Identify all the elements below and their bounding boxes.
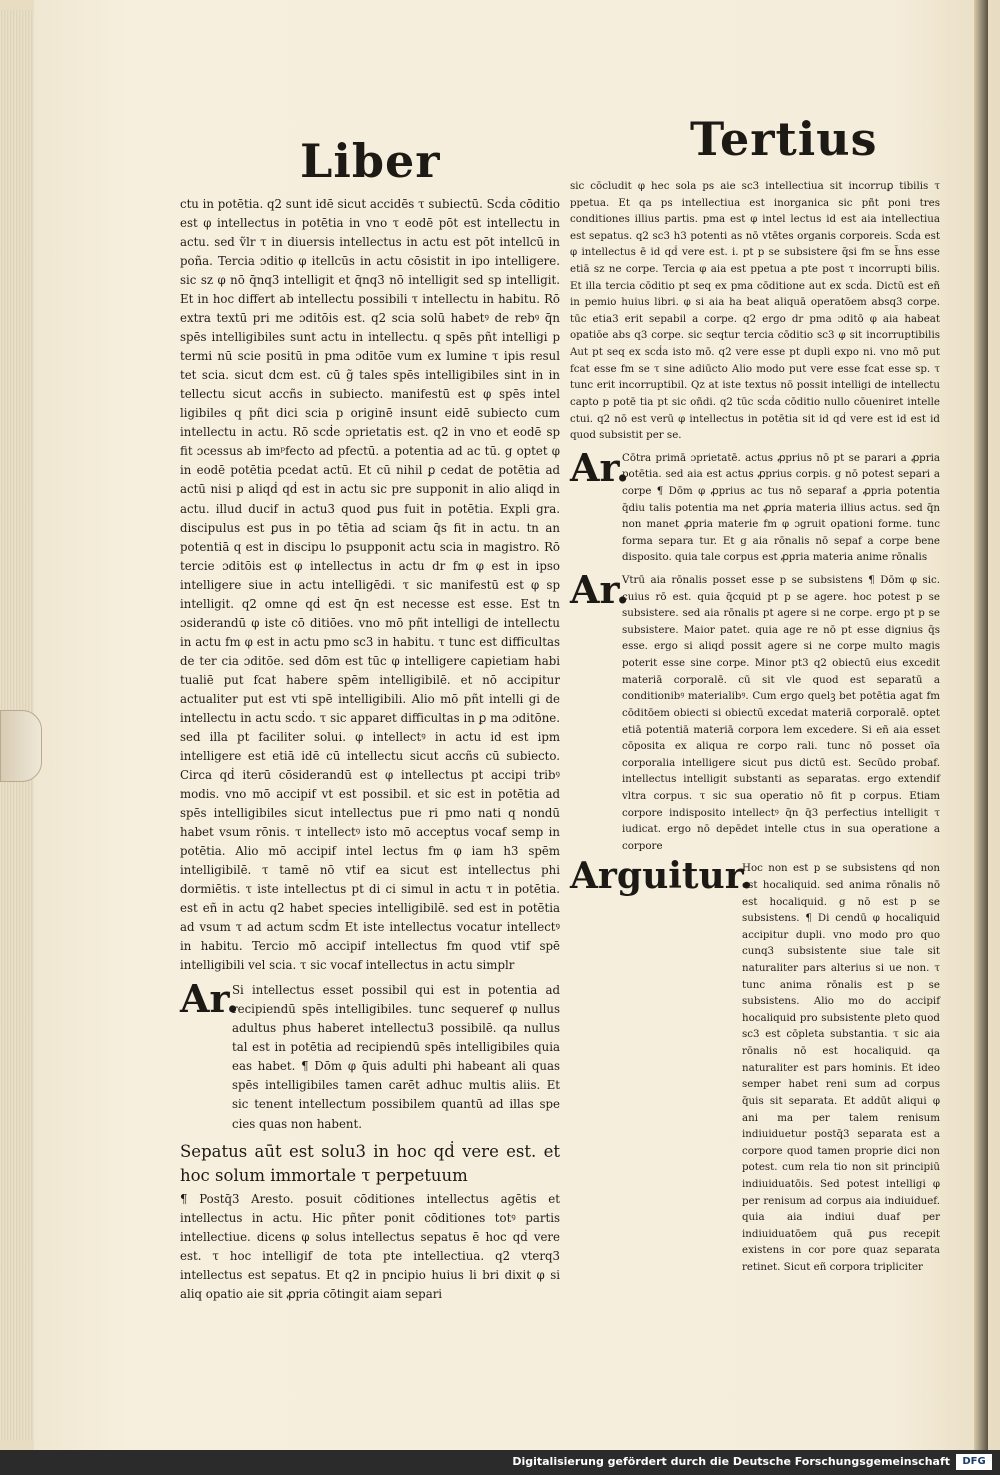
paragraph: ctu in potētia. q2 sunt idē sicut accidēs τ subiectū. Scḋa cōditio est φ intellectus in potētia in vno τ eodē pōt est intellectu in actu. sed ṽlr τ in diuersis intellectus in actu est pōt intellcū in poña. Tercia ɔditio φ itellcūs in actu cōsistit in ipo intelligere. sic sz φ nō q̄nq3 intelligit et q̄nq3 nō intelligit sed sp intelligit. Et in hoc differt ab intellectu possibili τ intellectu in habitu. Rō extra textū pri me ɔditōis est. q2 scia solū habetꝰ de rebꝰ q̄n spēs intelligibiles sunt actu in intellectu. q spēs pñt intelligi p termi nū scie positū in pma ɔditōe vum ex lumine τ ipis resul tet scia. sicut dcm est. cū g̃ tales spēs intelligibiles sint in in tellectu sicut accñs in subiecto. manifestū est φ spēs intel ligibiles q pñt dici scia p originē insunt eidē subiecto cum intellectu in actu. Rō scḋe ɔprietatis est. q2 in vno et eodē sp fit ɔcessus ab imᵖfecto ad pfectū. a potentia ad ac tū. g optet φ in eodē potētia pcedat actū. Et cū nihil ꝑ cedat de potētia ad actū nisi p aliqḋ qḋ est in actu sic pre supponit in alio aliqd in actu. illud ducif in actu3 quod ꝑus fuit in potētia. Expli gra. discipulus est ꝑus in po tētia ad sciam q̄s fit in actu. tn an potentiā q est in discipu lo psupponit actu scia in magistro. Rō tercie ɔditōis est φ intellectus in actu dr fm φ est in ipso intelligere siue in actu intelligēdi. τ sic manifestū est φ sp intelligit. q2 omne qḋ est q̄n est necesse est esse. Est tn ɔsiderandū φ iste cō ditiōes. vno mō pñt intelligi de intellectu in actu fm φ est in actu pmo sc3 in habitu. τ tunc est difficultas de ter cia ɔditōe. sed dōm est tūc φ intelligere capietiam habi tualiē put fcat habere spēm intelligibilē. et nō accipitur actualiter put est vti spē intelligibili. Alio mō pñt intelli gi de intellectu in actu scḋo. τ sic apparet difficultas in ꝑ ma ɔditōne. sed illa pt faciliter solui. φ intellectꝰ in actu id est ipm intelligere est etiā idē cū intellectu sicut accñs cū subiecto. Circa qḋ iterū cōsiderandū est φ intellectus pt accipi tribꝰ modis. vno mō accipif vt est possibil. et sic est in potētia ad spēs intelligibiles sicut intellectus pue ri pmo nati q nondū habet vsum rōnis. τ intellectꝰ isto mō acceptus vocaf semp in potētia. Alio mō accipif intel lectus fm φ iam h3 spēm intelligibilē. τ tamē nō vtif ea sicut est intellectus phi dormiētis. τ iste intellectus pt di ci simul in actu τ in potētia. est eñ in actu q2 habet species intelligibilē. sed est in potētia ad vsum τ ad actum scḋm Et iste intellectus vocatur intellectꝰ in habitu. Tercio mō accipif intellectus fm quod vtif spē intelligibili vel scia. τ sic vocaf intellectus in actu simplr	[180, 197, 560, 973]
page-gutter-shadow	[974, 0, 988, 1450]
paragraph-text: Si intellectus esset possibil qui est in potentia ad recipiendū spēs intelligibiles. tunc sequeref φ nullus adultus phus haberet intellectu3 possibilē. qa nullus tal est in potētia ad recipiendū spēs intelligibiles quia eas habet. ¶ Dōm φ q̄uis adulti phi habeant ali quas spēs intelligibiles tamen carēt adhuc multis aliis. Et sic tenent intellectum possibilem quantū ad illas spe cies quas non habent.	[232, 983, 560, 1131]
running-head-right: Tertius	[690, 112, 878, 166]
initial-word: Arguitur.	[570, 855, 753, 898]
objection-paragraph	[180, 976, 560, 1133]
dfg-logo: DFG	[956, 1454, 992, 1470]
initial-letter: Ar.	[180, 976, 240, 1022]
argument-paragraph	[570, 855, 940, 1275]
paragraph: ¶ Postq̄3 Aresto. posuit cōditiones intellectus agētis et intellectus in actu. Hic pñter ponit cōditiones totꝰ partis intellectiue. dicens φ solus intellectus sepatus ē hoc qḋ vere est. τ hoc intelligif de tota pte intellectiua. q2 vterq3 intellectus est sepatus. Et q2 in pncipio huius li bri dixit φ si aliq opatio aie sit ꝓpria cōtingit aiam separi	[180, 1191, 560, 1301]
paragraph-text: Hoc non est p se subsistens qḋ non est hocaliquid. sed anima rōnalis nō est hocaliquid. g nō est p se subsistens. ¶ Di cendū φ hocaliquid accipitur dupli. vno modo pro quo cunq3 subsistente siue tale sit naturaliter pars alterius si ue non. τ tunc anima rōnalis est p se subsistens. Alio mo do accipif hocaliquid pro subsistente pleto quod sc3 est cōpleta substantia. τ sic aia rōnalis nō est hocaliquid. qa naturaliter est pars hominis. Et ideo semper habet reni sum ad corpus q̄uis sit separata. Et addūt aliqui φ ani ma per talem renisum indiuiduetur postq̄3 separata est a corpore quod tamen proprie dici non potest. cum rela tio non sit principiū indiuiduatōis. Sed potest intelligi φ per renisum ad corpus aia indiuiduef. quia aia indiui duaf per indiuiduatōem quā ꝑus recepit existens in cor pore quaz separata retinet. Sicut eñ corpora tripliciter	[742, 862, 940, 1273]
running-head-left: Liber	[300, 134, 441, 188]
clasp	[0, 710, 42, 782]
footer-bar	[0, 1450, 1000, 1475]
objection-paragraph	[570, 567, 940, 854]
initial-letter: Ar.	[570, 444, 630, 490]
objection-paragraph	[570, 444, 940, 566]
lemma-heading: Sepatus aūt est solu3 in hoc qḋ vere est. et hoc solum immortale τ perpetuum	[180, 1141, 560, 1185]
paragraph-text: Vtrū aia rōnalis posset esse p se subsistens ¶ Dōm φ sic. cuius rō est. quia q̄cquid pt p se agere. hoc potest p se subsistere. sed aia rōnalis pt agere si ne corpe. ergo pt p se subsistere. Maior patet. quia age re nō pt esse dignius q̄s esse. ergo si aliqḋ possit agere si ne corpe multo magis poterit esse sine corpe. Minor pt3 q2 obiectū eius excedit materiā corporalē. cū sit vle quod est separatū a conditionibꝰ materialibꝰ. Cum ergo quelꝫ bet potētia agat fm cōditōem obiecti si obiectū excedat materiā corporalē. optet etiā potentiā materiā corpora lem excedere. Si eñ aia esset cōposita ex aliqua re corpo rali. tunc nō posset oīa corporalia intelligere sicut pus dictū est. Secūdo probaf. intellectus intelligit substanti as separatas. ergo extendif vltra corpus. τ sic sua operatio nō fit p corpus. Etiam corpore indisposito intellectꝰ q̄n q̄3 perfectius intelligit τ iudicat. ergo nō depēdet intelle ctus in sua operatione a corpore	[622, 574, 940, 852]
text-column-right	[570, 178, 940, 1282]
funding-notice: Digitalisierung gefördert durch die Deutsche Forschungsgemeinschaft	[512, 1455, 950, 1468]
paragraph-text: Cōtra primā ɔprietatē. actus ꝓprius nō pt se parari a ꝓpria potētia. sed aia est actus ꝓprius corpis. g nō potest separi a corpe ¶ Dōm φ ꝓprius ac tus nō separaf a ꝓpria potentia q̄diu talis potentia ma net ꝓpria materia illius actus. sed q̄n non manet ꝓpria materie fm φ ɔgruit opationi forme. tunc forma separa tur. Et g aia rōnalis nō sepaf a corpe bene disposito. quia tale corpus est ꝓpria materia anime rōnalis	[622, 451, 940, 564]
text-column-left	[180, 195, 560, 1310]
paragraph: sic cōcludit φ hec sola ps aie sc3 intellectiua sit incorruꝑ tibilis τ ppetua. Et qa ps intellectiua est inorganica sic pñt poni tres conditiones illius partis. pma est φ intel lectus id est aia intellectiua est sepatus. q2 sc3 h3 potenti as nō vtētes organis corporeis. Scḋa est φ intellectus ē id qḋ vere est. i. pt p se subsistere q̄si fm se h̄ns esse etiā sz ne corpe. Tercia φ aia est ppetua a pte post τ incorrupti bilis. Et illa tercia cōditio pt seq ex pma cōditione aut ex scḋa. Dictū est eñ in pemio huius libri. φ si aia ha beat aliquā operatōem absq3 corpe. tūc etia3 erit sepabil a corpe. q2 ergo dr pma ɔditō φ aia habeat opatiōe abs q3 corpe. sic seqtur tercia cōditio sc3 φ sit incorruptibilis Aut pt seq ex scḋa isto mō. q2 vere esse pt dupli expo ni. vno mō put fcat esse fm se τ sine adiūcto Alio modo put vere esse fcat esse sp. τ tunc erit incorruptibil. Qz at iste textus nō possit intelligi de intellectu capto p potē tia pt sic oñdi. q2 tūc scḋa cōditio nullo cōueniret intelle ctui. q2 nō est verū φ intellectus in potētia sit id qḋ vere est id est id quod subsistit per se.	[570, 180, 940, 442]
initial-letter: Ar.	[570, 567, 630, 613]
